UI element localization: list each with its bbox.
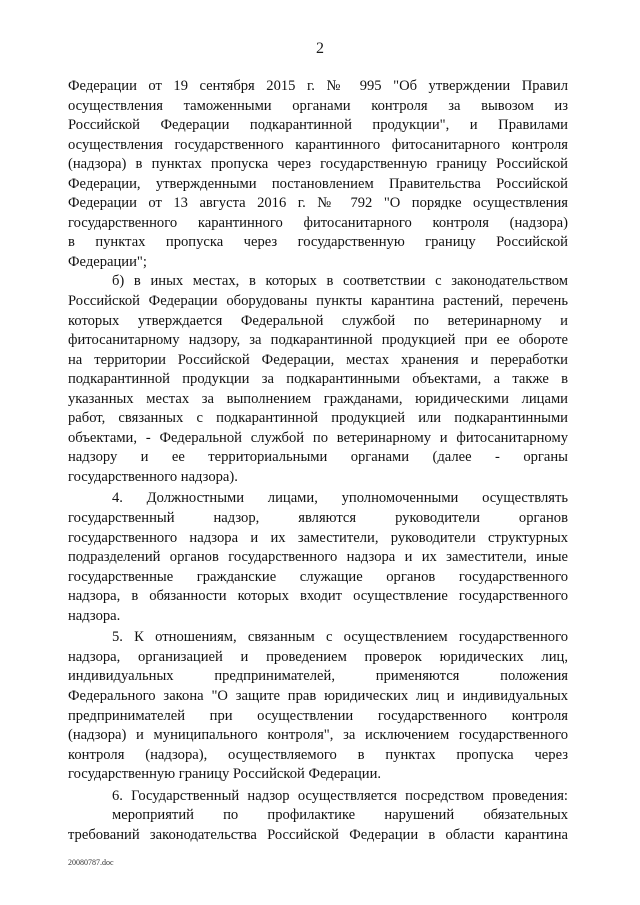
text-line: надзора. [68, 607, 121, 624]
text-line: государственного карантинного фитосанитарного контроля (надзора) [68, 214, 568, 231]
body-text [68, 77, 568, 845]
text-line: на территории Российской Федерации, местах хранения и переработки [68, 351, 568, 368]
text-line: подкарантинной продукции за подкарантинными объектами, а также в [68, 371, 568, 388]
text-line: указанных местах за выполнением гражданами, юридическими лицами [68, 390, 568, 407]
page-number: 2 [316, 40, 324, 57]
text-line: предпринимателей при осуществлении государственного контроля [68, 707, 568, 724]
paragraph-start: мероприятий по профилактике нарушений обязательных [112, 807, 568, 824]
paragraph-start: 4. Должностными лицами, уполномоченными осуществлять [112, 490, 568, 507]
text-line: объектами, - Федеральной службой по ветеринарному и фитосанитарному [68, 429, 568, 446]
text-line: Федерации, утвержденными постановлением Правительства Российской [68, 175, 568, 192]
text-line: индивидуальных предпринимателей, применяются положения [68, 668, 568, 685]
text-line: в пунктах пропуска через государственную границу Российской [68, 234, 568, 251]
text-line: надзора, в обязанности которых входит осуществление государственного [68, 588, 568, 605]
text-line: подразделений органов государственного надзора и их заместители, иные [68, 549, 568, 566]
text-line: государственную границу Российской Федерации. [68, 766, 382, 783]
paragraph-start: б) в иных местах, в которых в соответствии с законодательством [112, 273, 568, 290]
text-line: надзору и ее территориальными органами (далее - органы [68, 449, 568, 466]
file-name-footer: 20080787.doc [68, 858, 114, 867]
text-line: осуществления таможенными органами контроля за вывозом из [68, 97, 568, 114]
text-line: контроля (надзора), осуществляемого в пунктах пропуска через [68, 746, 568, 763]
text-line: работ, связанных с подкарантинной продукцией или подкарантинными [68, 410, 568, 427]
text-line: осуществления государственного карантинного фитосанитарного контроля [68, 136, 568, 153]
text-line: Федерации от 19 сентября 2015 г. № 995 "Об утверждении Правил [68, 78, 568, 94]
text-line: (надзора) и муниципального контроля", за исключением государственного [68, 727, 568, 744]
text-line: государственного надзора). [68, 468, 238, 485]
text-line: государственный надзор, являются руководители органов [68, 510, 568, 527]
text-line: требований законодательства Российской Федерации в области карантина [68, 826, 568, 843]
paragraph-start: 5. К отношениям, связанным с осуществлением государственного [112, 629, 568, 646]
text-line: Федерального закона "О защите прав юридических лиц и индивидуальных [68, 687, 568, 704]
text-line: Российской Федерации оборудованы пункты карантина растений, перечень [68, 293, 568, 310]
text-line: государственного надзора и их заместители, руководители структурных [68, 529, 568, 546]
text-line: Федерации от 13 августа 2016 г. № 792 "О порядке осуществления [68, 195, 568, 212]
text-line: фитосанитарному надзору, за подкарантинной продукцией при ее обороте [68, 332, 568, 349]
text-line: надзора, организацией и проведением проверок юридических лиц, [68, 648, 568, 665]
paragraph-start: 6. Государственный надзор осуществляется посредством проведения: [112, 787, 568, 804]
text-line: Федерации"; [68, 253, 147, 270]
text-line: государственные гражданские служащие органов государственного [68, 568, 568, 585]
text-line: которых утверждается Федеральной службой по ветеринарному и [68, 312, 568, 329]
text-line: Российской Федерации подкарантинной продукции", и Правилами [68, 117, 568, 134]
text-line: (надзора) в пунктах пропуска через государственную границу Российской [68, 156, 568, 173]
